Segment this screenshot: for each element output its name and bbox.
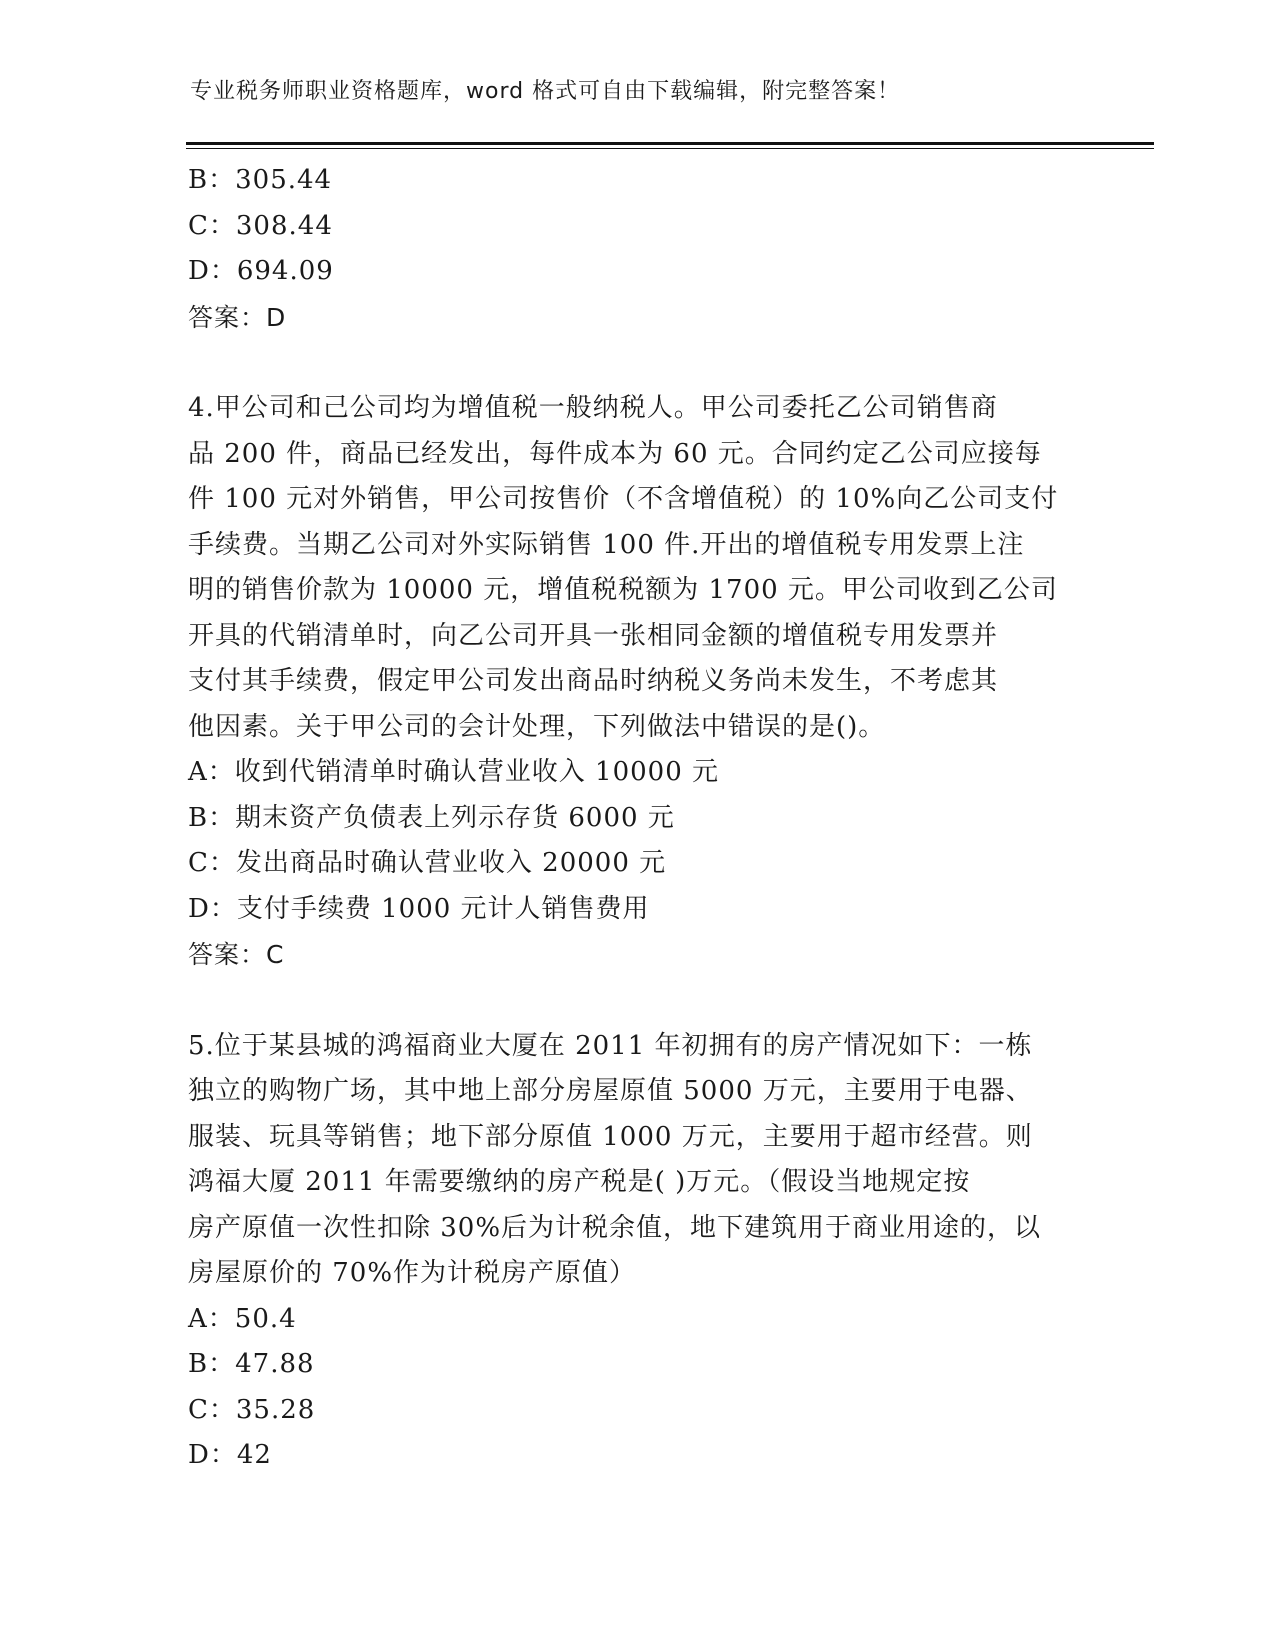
option-a: A：50.4 xyxy=(188,1303,297,1334)
question-text-line: 他因素。关于甲公司的会计处理，下列做法中错误的是()。 xyxy=(188,711,886,742)
header-rule-thin xyxy=(186,148,1154,149)
option-b: B：305.44 xyxy=(188,165,333,195)
question-5 xyxy=(188,1024,1088,1479)
option-c: C：308.44 xyxy=(188,210,333,241)
answer: 答案：C xyxy=(188,940,285,969)
question-text-line: 4.甲公司和己公司均为增值税一般纳税人。甲公司委托乙公司销售商 xyxy=(188,393,998,423)
question-4 xyxy=(188,386,1088,978)
question-3-tail xyxy=(188,158,1088,340)
question-text-line: 房产原值一次性扣除 30%后为计税余值，地下建筑用于商业用途的，以 xyxy=(188,1212,1042,1243)
option-c: C：发出商品时确认营业收入 20000 元 xyxy=(188,848,667,878)
option-d: D：694.09 xyxy=(188,256,334,286)
question-text-line: 支付其手续费，假定甲公司发出商品时纳税义务尚未发生，不考虑其 xyxy=(188,666,999,696)
question-text-line: 5.位于某县城的鸿福商业大厦在 2011 年初拥有的房产情况如下：一栋 xyxy=(188,1030,1033,1061)
answer: 答案：D xyxy=(188,302,287,332)
question-text-line: 房屋原价的 70%作为计税房产原值） xyxy=(188,1258,637,1288)
question-text-line: 服装、玩具等销售；地下部分原值 1000 万元，主要用于超市经营。则 xyxy=(188,1121,1033,1152)
question-text-line: 开具的代销清单时，向乙公司开具一张相同金额的增值税专用发票并 xyxy=(188,620,999,651)
question-text-line: 明的销售价款为 10000 元，增值税税额为 1700 元。甲公司收到乙公司 xyxy=(188,575,1058,605)
question-text-line: 手续费。当期乙公司对外实际销售 100 件.开出的增值税专用发票上注 xyxy=(188,529,1025,560)
option-d: D：支付手续费 1000 元计人销售费用 xyxy=(188,893,650,924)
option-a: A：收到代销清单时确认营业收入 10000 元 xyxy=(188,757,720,787)
option-d: D：42 xyxy=(188,1440,272,1470)
question-text-line: 件 100 元对外销售，甲公司按售价（不含增值税）的 10%向乙公司支付 xyxy=(188,484,1059,514)
header-rule-thick xyxy=(186,142,1154,145)
document-body xyxy=(188,158,1088,1479)
question-text-line: 品 200 件，商品已经发出，每件成本为 60 元。合同约定乙公司应接每 xyxy=(188,438,1042,469)
question-text-line: 鸿福大厦 2011 年需要缴纳的房产税是( )万元。（假设当地规定按 xyxy=(188,1167,971,1197)
page-header: 专业税务师职业资格题库，word 格式可自由下载编辑，附完整答案！ xyxy=(190,79,901,104)
option-c: C：35.28 xyxy=(188,1394,316,1425)
option-b: B：期末资产负债表上列示存货 6000 元 xyxy=(188,802,675,833)
option-b: B：47.88 xyxy=(188,1349,315,1379)
question-text-line: 独立的购物广场，其中地上部分房屋原值 5000 万元，主要用于电器、 xyxy=(188,1076,1033,1106)
